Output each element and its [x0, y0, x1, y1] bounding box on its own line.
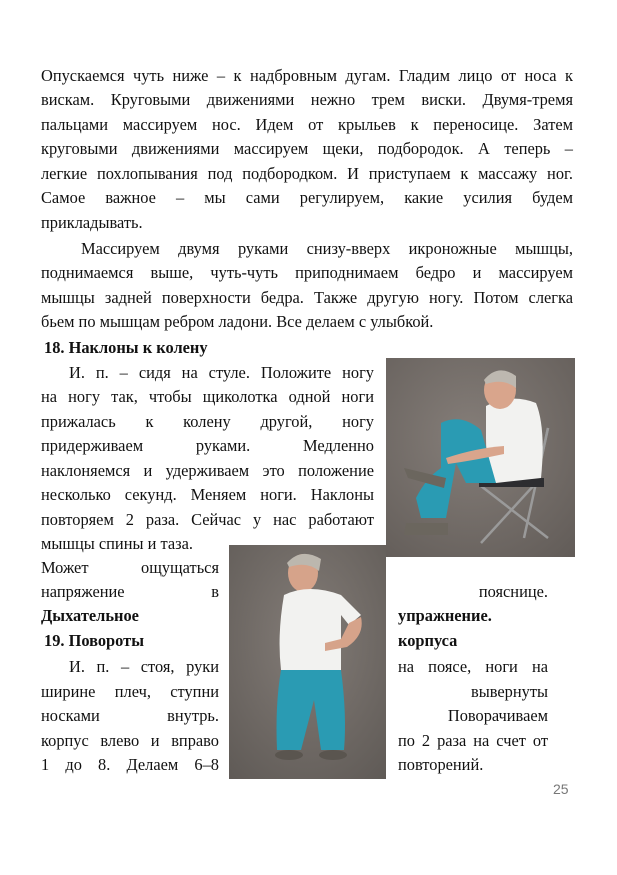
seated-knee-bend-photo: [386, 358, 575, 557]
exercise-19-heading: 19. Повороты: [44, 631, 145, 650]
legs-line: мышцы задней поверхности бедра. Также другую ногу. Потом слегка: [41, 288, 573, 307]
torso-twist-photo: [229, 545, 386, 779]
exercise-19-line: по 2 раза на счет от: [398, 731, 548, 750]
exercise-19-line: И. п. – стоя, руки: [69, 657, 219, 676]
exercise-19-line: Поворачиваем: [447, 706, 548, 725]
page-number: 25: [553, 781, 569, 797]
breathing-label: Дыхательное: [41, 606, 139, 625]
exercise-19-line: корпус влево и вправо: [41, 731, 219, 750]
exercise-18-line: напряжение в: [41, 582, 219, 601]
intro-line: Самое важное – мы сами регулируем, какие усилия будем: [41, 188, 573, 207]
exercise-18-line: прижалась к колену другой, ногу: [41, 412, 374, 431]
exercise-19-line: на поясе, ноги на: [398, 657, 548, 676]
exercise-19-line: повторений.: [398, 755, 484, 774]
intro-line: легкие похлопывания под подбородком. И приступаем к массажу ног.: [41, 164, 573, 183]
intro-line: вискам. Круговыми движениями нежно трем виски. Двумя-тремя: [41, 90, 573, 109]
exercise-18-line: Может ощущаться: [41, 558, 219, 577]
exercise-18-line: И. п. – сидя на стуле. Положите ногу: [69, 363, 374, 382]
intro-line: круговыми движениями массируем щеки, подбородок. А теперь –: [41, 139, 573, 158]
exercise-18-line: наклоняемся и удерживаем это положение: [41, 461, 374, 480]
exercise-18-line: придерживаем руками. Медленно: [41, 436, 374, 455]
legs-line: поднимаемся выше, чуть-чуть приподнимаем бедро и массируем: [41, 263, 573, 282]
intro-line: Опускаемся чуть ниже – к надбровным дугам. Гладим лицо от носа к: [41, 66, 573, 85]
exercise-18-line: пояснице.: [478, 582, 548, 601]
intro-line: пальцами массируем нос. Идем от крыльев к переносице. Затем: [41, 115, 573, 134]
exercise-18-line: несколько секунд. Меняем ноги. Наклоны: [41, 485, 374, 504]
legs-line: бьем по мышцам ребром ладони. Все делаем с улыбкой.: [41, 312, 434, 331]
exercise-18-line: на ногу так, чтобы щиколотка одной ноги: [41, 387, 374, 406]
breathing-label: упражнение.: [398, 606, 492, 625]
exercise-19-line: ширине плеч, ступни: [41, 682, 219, 701]
exercise-18-line: повторяем 2 раза. Сейчас у нас работают: [41, 510, 374, 529]
exercise-19-line: вывернуты: [470, 682, 548, 701]
exercise-19-heading: корпуса: [398, 631, 458, 650]
exercise-19-line: носками внутрь.: [41, 706, 219, 725]
exercise-18-line: мышцы спины и таза.: [41, 534, 193, 553]
exercise-19-line: 1 до 8. Делаем 6–8: [41, 755, 219, 774]
intro-line: прикладывать.: [41, 213, 143, 232]
exercise-18-heading: 18. Наклоны к колену: [44, 338, 208, 357]
legs-line: Массируем двумя руками снизу-вверх икроножные мышцы,: [81, 239, 573, 258]
